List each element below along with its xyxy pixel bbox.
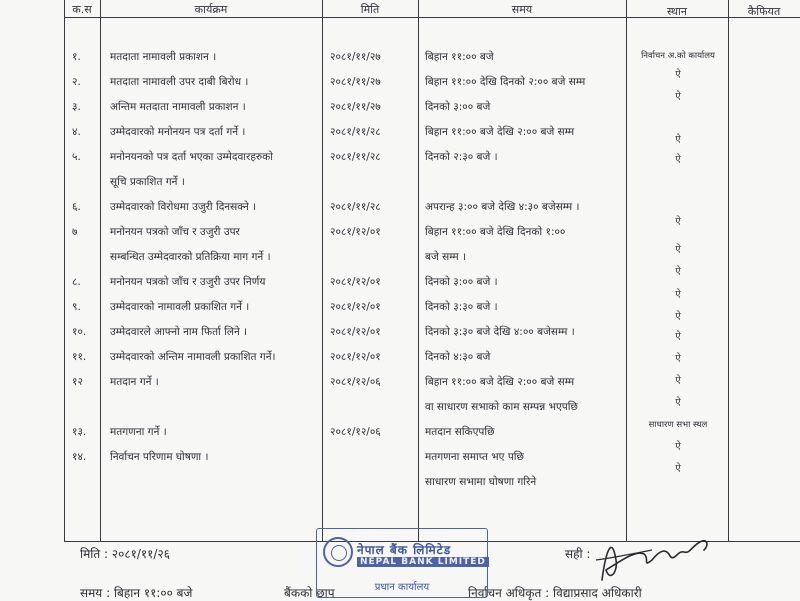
row-12-place: ऐ: [675, 375, 681, 386]
row-7-time-cont: बजे सम्म ।: [425, 251, 466, 263]
row-11-time: दिनको ४:३० बजे: [425, 351, 491, 363]
row-11-date: २०८१/१२/०१: [330, 351, 381, 363]
row-4-sn: ४.: [72, 126, 81, 138]
row-1-program: मतदाता नामावली प्रकाशन ।: [110, 51, 217, 63]
bank-seal-icon: [323, 537, 353, 567]
row-5-sn: ५.: [72, 151, 81, 163]
footer-date-value: २०८१/११/२६: [111, 547, 170, 561]
row-10-place: ऐ: [675, 311, 681, 322]
row-8-place: ऐ: [675, 266, 681, 277]
column-divider: [728, 0, 729, 542]
column-divider: [322, 0, 323, 542]
row-4-date: २०८१/११/२८: [330, 126, 381, 138]
row-14-sn: १४.: [72, 451, 87, 463]
row-12-sn: १२: [72, 376, 83, 388]
row-2-sn: २.: [72, 76, 81, 88]
row-13-program: मतगणना गर्ने ।: [110, 426, 167, 438]
row-3-date: २०८१/११/२७: [330, 101, 381, 113]
column-divider: [626, 0, 627, 542]
row-1-sn: १.: [72, 51, 81, 63]
header-program: कार्यक्रम: [194, 3, 228, 16]
row-9-time: दिनको ३:३० बजे ।: [425, 301, 498, 313]
row-9-program: उम्मेदवारको नामावली प्रकाशित गर्ने ।: [110, 301, 250, 313]
row-12-place-2: ऐ: [675, 397, 681, 408]
row-10-time: दिनको ३:३० बजे देखि ४:०० बजेसम्म ।: [425, 326, 575, 338]
footer-time: [80, 584, 192, 601]
header-date: मिति: [360, 3, 380, 16]
row-3-program: अन्तिम मतदाता नामावली प्रकाशन ।: [110, 101, 246, 113]
footer-stamp-label: बैंकको छाप: [284, 586, 335, 600]
place-ditto-extra: ऐ: [675, 353, 681, 364]
row-7-place: ऐ: [675, 216, 681, 227]
row-10-sn: १०.: [72, 326, 87, 338]
row-5-time: दिनको २:३० बजे ।: [425, 151, 498, 163]
row-4-place: ऐ: [675, 134, 681, 145]
row-10-date: २०८१/१२/०१: [330, 326, 381, 338]
row-14-time: मतगणना समाप्त भए पछि: [425, 451, 524, 463]
row-14-program: निर्वाचन परिणाम घोषणा ।: [110, 451, 209, 463]
footer-date-label: मिति :: [80, 547, 109, 561]
row-3-sn: ३.: [72, 101, 81, 113]
row-11-sn: ११.: [72, 351, 87, 363]
row-14-place-2: ऐ: [675, 463, 681, 474]
row-5-date: २०८१/११/२८: [330, 151, 381, 163]
row-13-time: मतदान सकिएपछि: [425, 426, 495, 438]
row-7-place-2: ऐ: [675, 244, 681, 255]
row-9-sn: ९.: [72, 301, 81, 313]
row-13-sn: १३.: [72, 426, 87, 438]
row-11-place: ऐ: [675, 331, 681, 342]
row-1-place: निर्वाचन अ.को कार्यालय: [641, 51, 715, 61]
row-3-place: ऐ: [675, 91, 681, 102]
footer-officer-value: विद्याप्रसाद अधिकारी: [553, 586, 642, 600]
stamp-office: प्रधान कार्यालय: [374, 582, 430, 593]
row-1-date: २०८१/११/२७: [330, 51, 381, 63]
row-12-time-cont: वा साधारण सभाको काम सम्पन्न भएपछि: [425, 401, 578, 413]
header-sn: क.स: [72, 3, 92, 16]
row-3-time: दिनको ३:०० बजे: [425, 101, 491, 113]
header-place: स्थान: [666, 5, 688, 18]
row-6-program: उम्मेदवारको विरोधमा उजुरी दिनसक्ने ।: [110, 201, 257, 213]
row-6-sn: ६.: [72, 201, 81, 213]
bank-stamp: [316, 528, 488, 598]
stamp-bank-name-np: नेपाल बैंक लिमिटेड: [357, 543, 452, 557]
row-6-time: अपरान्ह ३:०० बजे देखि ४:३० बजेसम्म ।: [425, 201, 580, 213]
row-7-time: बिहान ११:०० बजे देखि दिनको १:००: [425, 226, 566, 238]
row-4-time: बिहान ११:०० बजे देखि २:०० बजे सम्म: [425, 126, 575, 138]
row-2-date: २०८१/११/२७: [330, 76, 381, 88]
row-1-time: बिहान ११:०० बजे: [425, 51, 494, 63]
footer-date: [80, 545, 170, 562]
row-5-program: मनोनयनको पत्र दर्ता भएका उम्मेदवारहरुको: [110, 151, 273, 163]
handwritten-signature: [592, 520, 722, 590]
row-12-time: बिहान ११:०० बजे देखि २:०० बजे सम्म: [425, 376, 575, 388]
row-5-program-cont: सूचि प्रकाशित गर्ने ।: [110, 176, 185, 188]
row-12-program: मतदान गर्ने ।: [110, 376, 159, 388]
row-9-place: ऐ: [675, 289, 681, 300]
row-14-time-cont: साधारण सभामा घोषणा गरिने: [425, 476, 537, 488]
row-2-place: ऐ: [675, 69, 681, 80]
row-6-date: २०८१/११/२८: [330, 201, 381, 213]
row-8-sn: ८.: [72, 276, 81, 288]
row-5-place: ऐ: [675, 154, 681, 165]
row-11-program: उम्मेदवारको अन्तिम नामावली प्रकाशित गर्ने।: [110, 351, 276, 363]
row-13-date: २०८१/१२/०६: [330, 426, 381, 438]
stamp-bank-name-en: NEPAL BANK LIMITED: [357, 557, 489, 567]
row-8-date: २०८१/१२/०१: [330, 276, 381, 288]
row-10-program: उम्मेदवारले आफ्नो नाम फिर्ता लिने ।: [110, 326, 248, 338]
footer-time-label: समय :: [80, 586, 111, 600]
footer-signature-label: सही :: [565, 547, 591, 561]
row-9-date: २०८१/१२/०१: [330, 301, 381, 313]
row-7-sn: ७: [72, 226, 78, 238]
footer-officer-label: निर्वाचन अधिकृत :: [468, 586, 550, 600]
row-8-program: मनोनयन पत्रको जाँच र उजुरी उपर निर्णय: [110, 276, 266, 288]
row-8-time: दिनको ३:०० बजे ।: [425, 276, 498, 288]
header-time: समय: [511, 3, 533, 16]
row-7-program-cont: सम्बन्धित उम्मेदवारको प्रतिक्रिया माग गर्ने ।: [110, 251, 271, 263]
row-13-place: साधारण सभा स्थल: [648, 420, 708, 430]
column-divider: [418, 0, 419, 542]
row-2-program: मतदाता नामावली उपर दाबी बिरोध ।: [110, 76, 249, 88]
row-14-place: ऐ: [675, 441, 681, 452]
row-4-program: उम्मेदवारको मनोनयन पत्र दर्ता गर्ने ।: [110, 126, 246, 138]
footer-time-value: बिहान ११:०० बजे: [113, 586, 193, 600]
row-12-date: २०८१/१२/०६: [330, 376, 381, 388]
row-2-time: बिहान ११:०० देखि दिनको २:०० बजे सम्म: [425, 76, 586, 88]
header-remarks: कैफियत: [747, 5, 781, 18]
row-7-date: २०८१/१२/०१: [330, 226, 381, 238]
row-7-program: मनोनयन पत्रको जाँच र उजुरी उपर: [110, 226, 240, 238]
